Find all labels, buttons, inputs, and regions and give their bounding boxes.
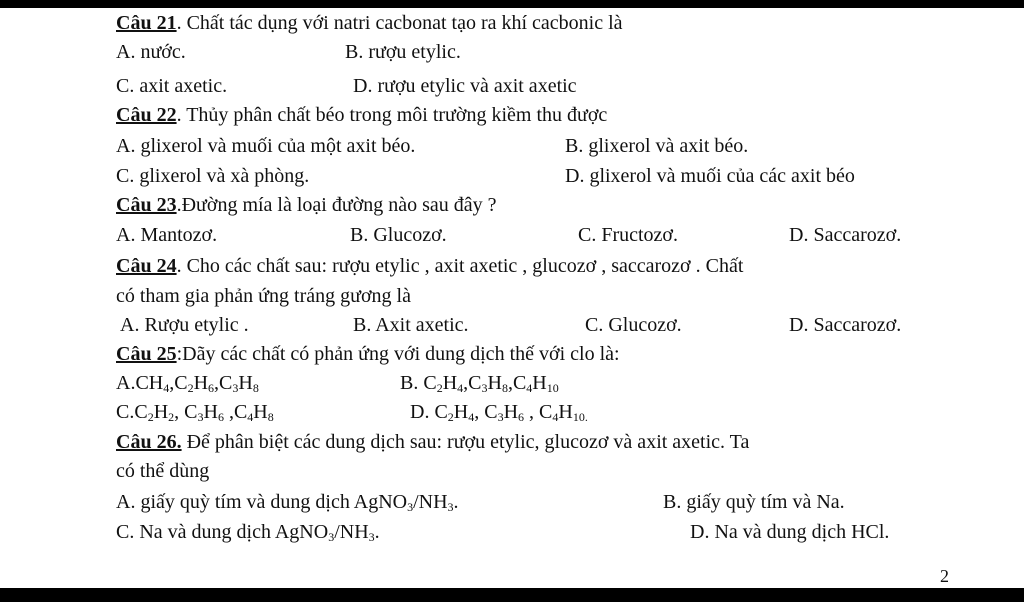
bottom-border	[0, 588, 1024, 602]
q25-option-c[interactable]: $C.C_2H_2$, $C_3H_6$ $,C_4H_8$	[116, 401, 274, 424]
question-24-stem-cont: có tham gia phản ứng tráng gương là	[116, 285, 411, 307]
question-label: Câu 26.	[116, 431, 182, 453]
q23-option-a[interactable]: A. Mantozơ.	[116, 224, 218, 246]
q24-option-b[interactable]: B. Axit axetic.	[353, 314, 469, 336]
option-letter: A.	[116, 372, 136, 394]
q26-option-c[interactable]: C. Na và dung dịch $AgNO_3/NH_3$.	[116, 521, 380, 544]
q26-option-a[interactable]: A. giấy quỳ tím và dung dịch $AgNO_3/NH_3$.	[116, 491, 459, 514]
question-26-stem-cont: có thể dùng	[116, 460, 210, 482]
top-border	[0, 0, 1024, 8]
question-label: Câu 24	[116, 255, 177, 277]
q22-option-d[interactable]: D. glixerol và muối của các axit béo	[565, 165, 855, 187]
option-letter: B.	[400, 372, 424, 394]
q26-option-b[interactable]: B. giấy quỳ tím và Na.	[663, 491, 845, 513]
page-number: 2	[940, 566, 949, 586]
q22-option-c[interactable]: C. glixerol và xà phòng.	[116, 165, 310, 187]
q22-option-b[interactable]: B. glixerol và axit béo.	[565, 135, 749, 157]
question-26-stem: Câu 26. Để phân biệt các dung dịch sau: rượu etylic, glucozơ và axit axetic. Ta	[116, 431, 750, 453]
q24-option-a[interactable]: A. Rượu etylic .	[120, 314, 249, 336]
q21-option-c[interactable]: C. axit axetic.	[116, 75, 228, 97]
q23-option-c[interactable]: C. Fructozơ.	[578, 224, 679, 246]
question-label: Câu 23	[116, 194, 177, 216]
q22-option-a[interactable]: A. glixerol và muối của một axit béo.	[116, 135, 416, 157]
q25-option-d[interactable]: D. $C_2H_4$, $C_3H_6$ , $C_4H_{10.}$	[410, 401, 588, 424]
q24-option-d[interactable]: D. Saccarozơ.	[789, 314, 902, 336]
q21-option-a[interactable]: A. nước.	[116, 41, 186, 63]
question-label: Câu 21	[116, 12, 177, 34]
q24-option-c[interactable]: C. Glucozơ.	[585, 314, 682, 336]
question-label: Câu 25	[116, 343, 177, 365]
q23-option-d[interactable]: D. Saccarozơ.	[789, 224, 902, 246]
question-24-stem: Câu 24. Cho các chất sau: rượu etylic , axit axetic , glucozơ , saccarozơ . Chất	[116, 255, 744, 277]
q25-option-b[interactable]: B. $C_2H_4,C_3H_8,C_4H_{10}$	[400, 372, 559, 395]
q21-option-b[interactable]: B. rượu etylic.	[345, 41, 461, 63]
question-25-stem: Câu 25:Dãy các chất có phản ứng với dung dịch thế với clo là:	[116, 343, 620, 365]
q21-option-d[interactable]: D. rượu etylic và axit axetic	[353, 75, 577, 97]
q25-option-a[interactable]: $A.CH_4,C_2H_6,C_3H_8$	[116, 372, 259, 395]
question-23-stem: Câu 23.Đường mía là loại đường nào sau đây ?	[116, 194, 497, 216]
question-21-stem: Câu 21. Chất tác dụng với natri cacbonat tạo ra khí cacbonic là	[116, 12, 623, 34]
option-letter: C.	[116, 401, 135, 423]
q23-option-b[interactable]: B. Glucozơ.	[350, 224, 447, 246]
question-22-stem: Câu 22. Thủy phân chất béo trong môi trường kiềm thu được	[116, 104, 608, 126]
question-label: Câu 22	[116, 104, 177, 126]
option-letter: D.	[410, 401, 435, 423]
q26-option-d[interactable]: D. Na và dung dịch HCl.	[690, 521, 890, 543]
